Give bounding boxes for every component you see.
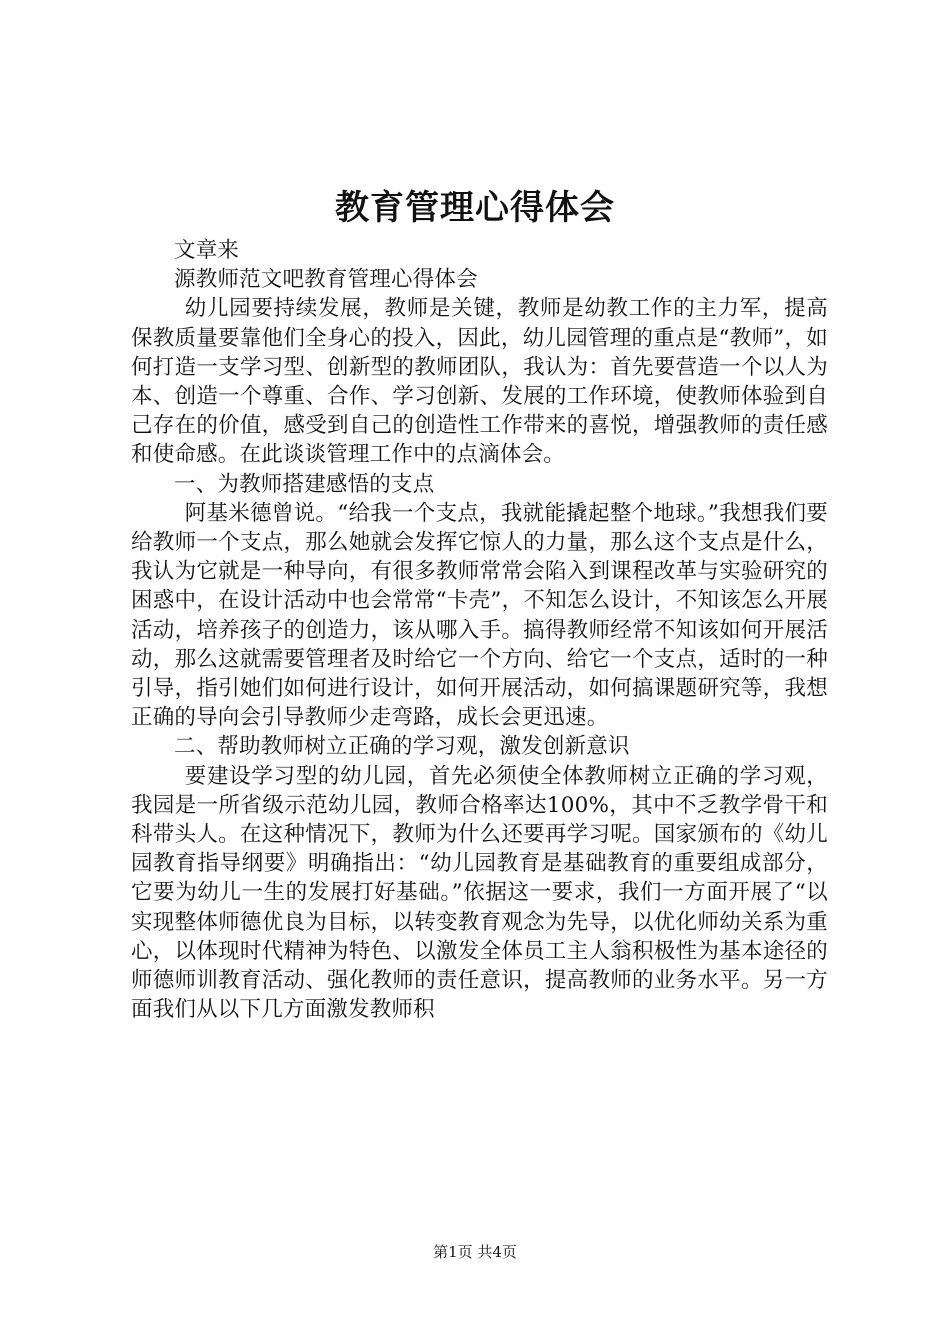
source-line-2: 源教师范文吧教育管理心得体会 — [174, 267, 478, 293]
source-line-1: 文章来 — [174, 238, 240, 263]
section-2-paragraph: 要建设学习型的幼儿园，首先必须使全体教师树立正确的学习观，我园是一所省级示范幼儿园，教师合格率达100%，其中不乏教学骨干和科带头人。在这种情况下，教师为什么还要再学习呢。国家颁布的《幼儿园教育指导纲要》明确指出：“幼儿园教育是基础教育的重要组成部分，它要为幼儿一生的发展打好基础。”依据这一要求，我们一方面开展了“以实现整体师德优良为目标，以转变教育观念为先导，以优化师幼关系为重心，以体现时代精神为特色、以激发全体员工主人翁积极性为基本途径的师德师训教育活动、强化教师的责任意识，提高教师的业务水平。另一方面我们从以下几方面激发教师积 — [131, 763, 828, 1023]
section-1-paragraph: 阿基米德曾说。“给我一个支点，我就能撬起整个地球。”我想我们要给教师一个支点，那么她就会发挥它惊人的力量，那么这个支点是什么，我认为它就是一种导向，有很多教师常常会陷入到课程改革与实验研究的困惑中，在设计活动中也会常常“卡壳”，不知怎么设计，不知该怎么开展活动，培养孩子的创造力，该从哪入手。搞得教师经常不知该如何开展活动，那么这就需要管理者及时给它一个方向、给它一个支点，适时的一种引导，指引她们如何进行设计，如何开展活动，如何搞课题研究等，我想正确的导向会引导教师少走弯路，成长会更迅速。 — [131, 500, 828, 731]
document-body — [131, 236, 828, 1024]
intro-paragraph: 幼儿园要持续发展，教师是关键，教师是幼教工作的主力军，提高保教质量要靠他们全身心的投入，因此，幼儿园管理的重点是“教师”，如何打造一支学习型、创新型的教师团队，我认为：首先要营造一个以人为本、创造一个尊重、合作、学习创新、发展的工作环境，使教师体验到自己存在的价值，感受到自己的创造性工作带来的喜悦，增强教师的责任感和使命感。在此谈谈管理工作中的点滴体会。 — [131, 296, 828, 468]
page-footer: 第1页 共4页 — [433, 1243, 517, 1261]
section-heading-1: 一、为教师搭建感悟的支点 — [174, 471, 435, 497]
document-title: 教育管理心得体会 — [335, 188, 615, 228]
section-heading-2: 二、帮助教师树立正确的学习观，激发创新意识 — [174, 734, 630, 760]
